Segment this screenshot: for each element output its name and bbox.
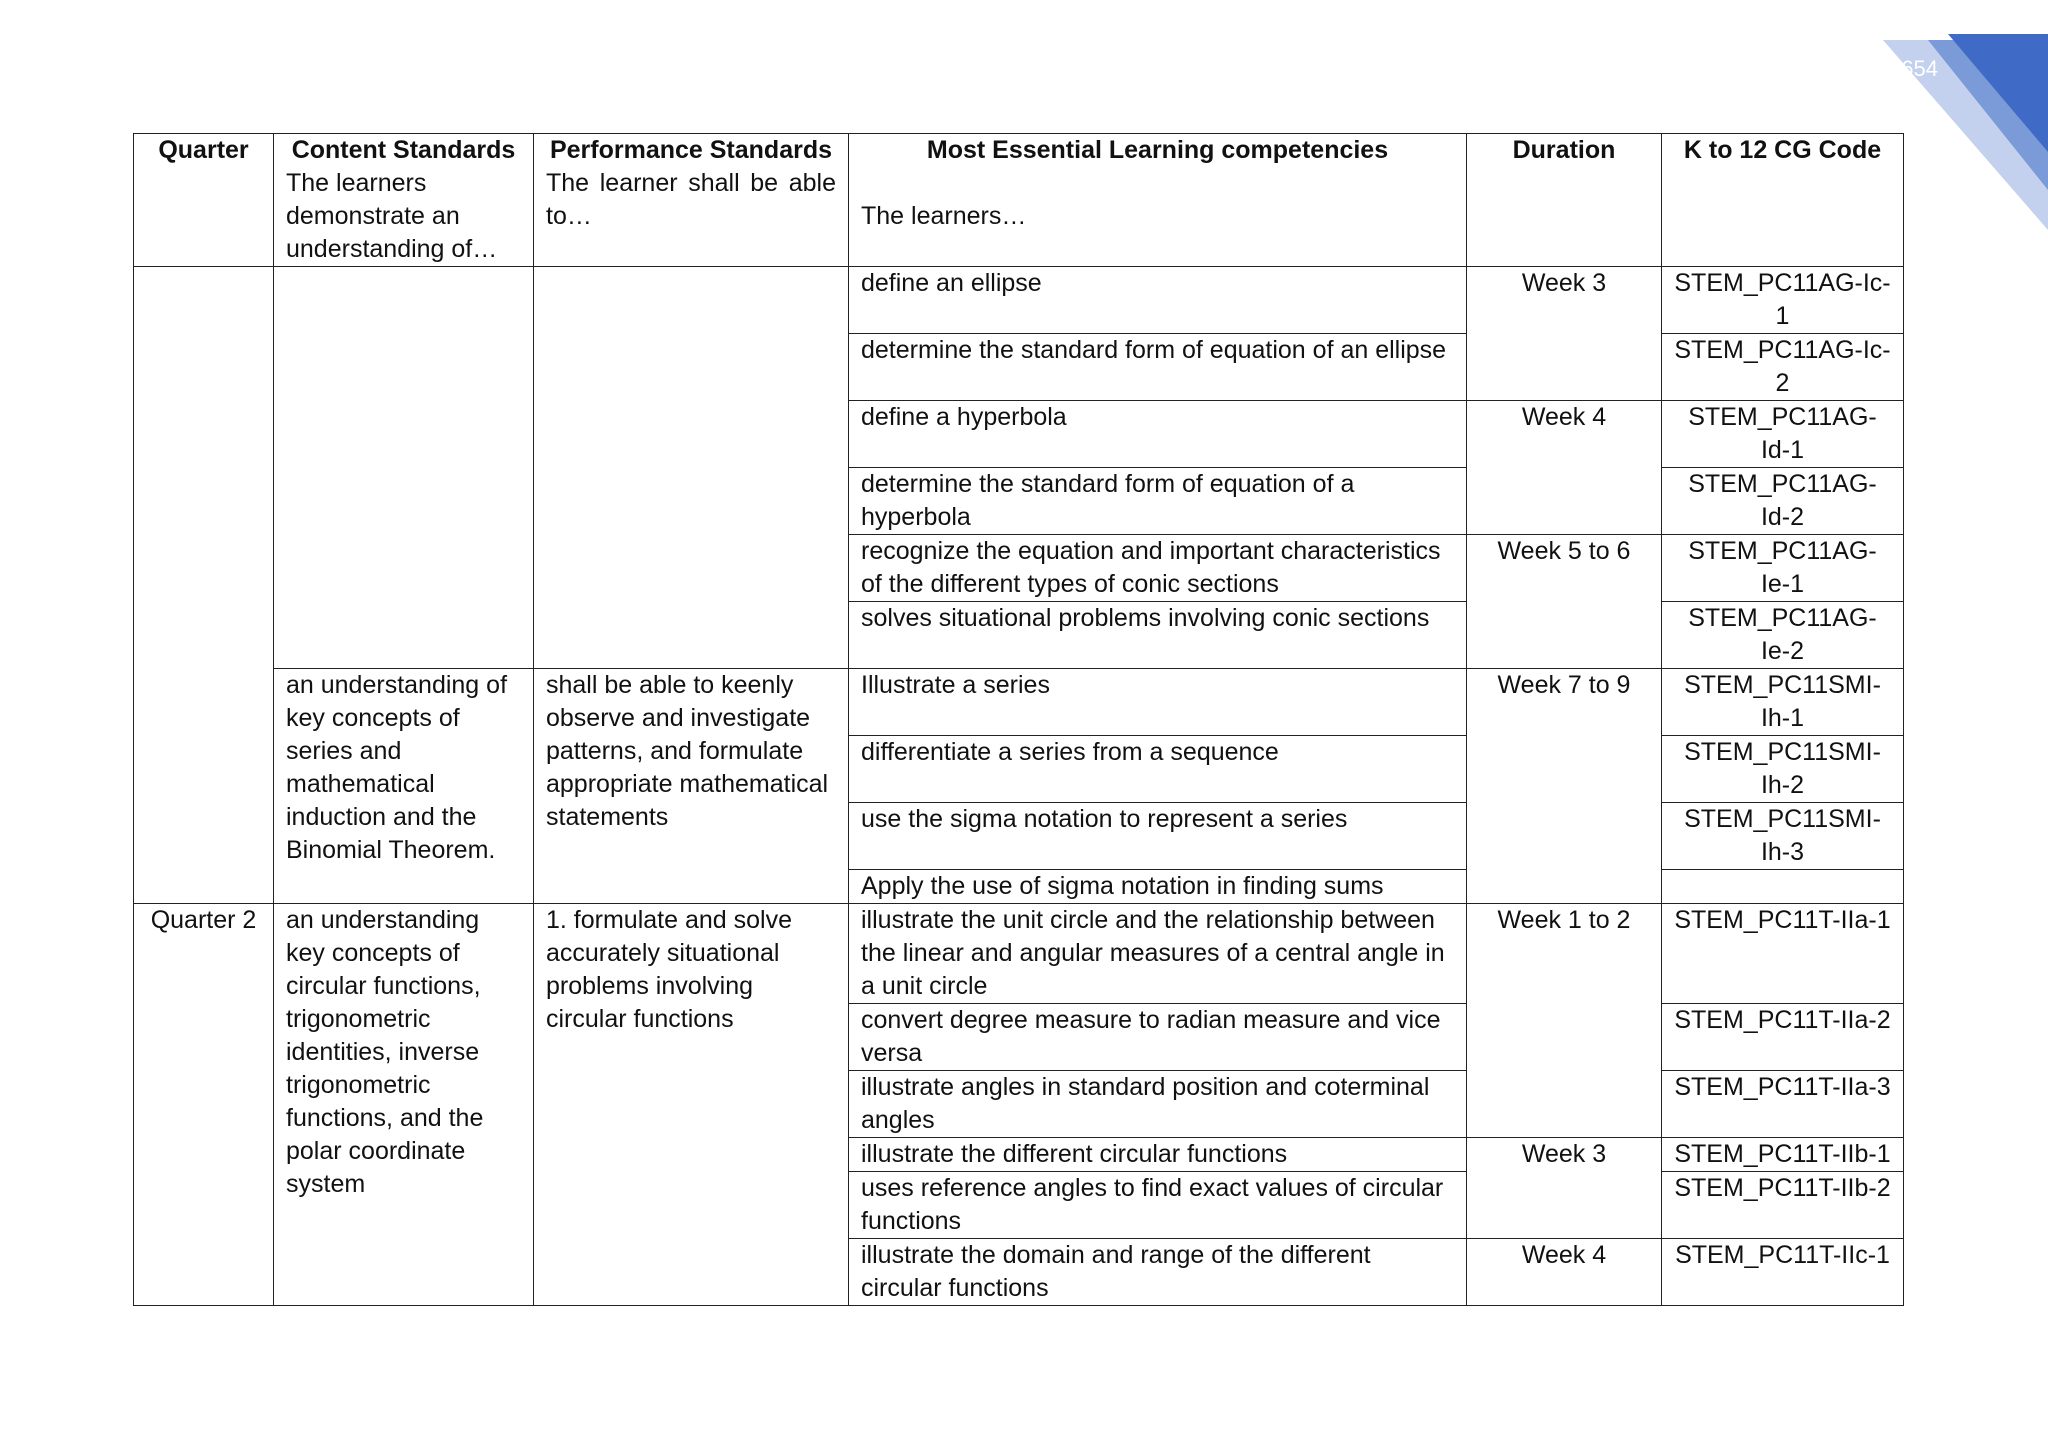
competency-cell: define an ellipse xyxy=(849,267,1467,334)
header-content-standards: Content Standards The learners demonstrate an understanding of… xyxy=(274,134,534,267)
cg-code-cell: STEM_PC11T-IIc-1 xyxy=(1662,1239,1904,1306)
cg-code-cell: STEM_PC11AG-Id-1 xyxy=(1662,401,1904,468)
cg-code-cell: STEM_PC11AG-Ie-2 xyxy=(1662,602,1904,669)
duration-cell: Week 3 xyxy=(1467,1138,1662,1239)
competency-cell: illustrate angles in standard position and coterminal angles xyxy=(849,1071,1467,1138)
header-cg-code: K to 12 CG Code xyxy=(1662,134,1904,267)
competency-cell: use the sigma notation to represent a series xyxy=(849,803,1467,870)
header-duration: Duration xyxy=(1467,134,1662,267)
cg-code-cell: STEM_PC11T-IIb-2 xyxy=(1662,1172,1904,1239)
cg-code-cell: STEM_PC11T-IIa-1 xyxy=(1662,904,1904,1004)
table-row xyxy=(134,904,1904,1004)
duration-cell: Week 3 xyxy=(1467,267,1662,401)
page-number: 654 xyxy=(1901,56,1938,81)
header-content-subtitle: The learners demonstrate an understanding of… xyxy=(286,169,498,263)
cg-code-cell: STEM_PC11SMI-Ih-3 xyxy=(1662,803,1904,870)
cg-code-cell: STEM_PC11T-IIa-2 xyxy=(1662,1004,1904,1071)
header-melc: Most Essential Learning competencies The learners… xyxy=(849,134,1467,267)
duration-cell: Week 4 xyxy=(1467,401,1662,535)
performance-standard-cell-series: shall be able to keenly observe and investigate patterns, and formulate appropriate mathematical statements xyxy=(534,669,849,904)
cg-code-cell: STEM_PC11SMI-Ih-1 xyxy=(1662,669,1904,736)
header-quarter: Quarter xyxy=(134,134,274,267)
competency-cell: illustrate the different circular functions xyxy=(849,1138,1467,1172)
cg-code-cell: STEM_PC11T-IIb-1 xyxy=(1662,1138,1904,1172)
competency-cell: differentiate a series from a sequence xyxy=(849,736,1467,803)
content-standard-cell-series: an understanding of key concepts of series and mathematical induction and the Binomial Theorem. xyxy=(274,669,534,904)
cg-code-cell: STEM_PC11AG-Ic-2 xyxy=(1662,334,1904,401)
competency-cell: Illustrate a series xyxy=(849,669,1467,736)
competency-cell: illustrate the unit circle and the relationship between the linear and angular measures of a central angle in a unit circle xyxy=(849,904,1467,1004)
performance-standard-cell-circular: 1. formulate and solve accurately situational problems involving circular functions xyxy=(534,904,849,1306)
cg-code-cell: STEM_PC11SMI-Ih-2 xyxy=(1662,736,1904,803)
table-row xyxy=(134,669,1904,736)
cg-code-cell: STEM_PC11AG-Ie-1 xyxy=(1662,535,1904,602)
content-standard-cell-conics xyxy=(274,267,534,669)
cg-code-cell: STEM_PC11AG-Id-2 xyxy=(1662,468,1904,535)
header-melc-subtitle: The learners… xyxy=(861,202,1027,230)
cg-code-cell xyxy=(1662,870,1904,904)
competency-cell: illustrate the domain and range of the different circular functions xyxy=(849,1239,1467,1306)
header-row xyxy=(134,134,1904,267)
competency-cell: define a hyperbola xyxy=(849,401,1467,468)
duration-cell: Week 7 to 9 xyxy=(1467,669,1662,904)
duration-cell: Week 4 xyxy=(1467,1239,1662,1306)
performance-standard-cell-conics xyxy=(534,267,849,669)
table-row xyxy=(134,267,1904,334)
header-performance-standards: Performance Standards The learner shall be able to… xyxy=(534,134,849,267)
cg-code-cell: STEM_PC11AG-Ic-1 xyxy=(1662,267,1904,334)
header-performance-subtitle: The learner shall be able to… xyxy=(546,169,836,230)
competency-cell: uses reference angles to find exact values of circular functions xyxy=(849,1172,1467,1239)
competency-cell: determine the standard form of equation of a hyperbola xyxy=(849,468,1467,535)
duration-cell: Week 5 to 6 xyxy=(1467,535,1662,669)
competency-cell: convert degree measure to radian measure and vice versa xyxy=(849,1004,1467,1071)
competency-cell: solves situational problems involving conic sections xyxy=(849,602,1467,669)
quarter-cell-continued xyxy=(134,267,274,904)
cg-code-cell: STEM_PC11T-IIa-3 xyxy=(1662,1071,1904,1138)
content-standard-cell-circular: an understanding key concepts of circular functions, trigonometric identities, inverse trigonometric functions, and the polar coordinate system xyxy=(274,904,534,1306)
competency-cell: determine the standard form of equation of an ellipse xyxy=(849,334,1467,401)
duration-cell: Week 1 to 2 xyxy=(1467,904,1662,1138)
competency-cell: recognize the equation and important characteristics of the different types of conic sections xyxy=(849,535,1467,602)
competency-cell: Apply the use of sigma notation in finding sums xyxy=(849,870,1467,904)
quarter-cell: Quarter 2 xyxy=(134,904,274,1306)
curriculum-table xyxy=(133,133,1904,1306)
